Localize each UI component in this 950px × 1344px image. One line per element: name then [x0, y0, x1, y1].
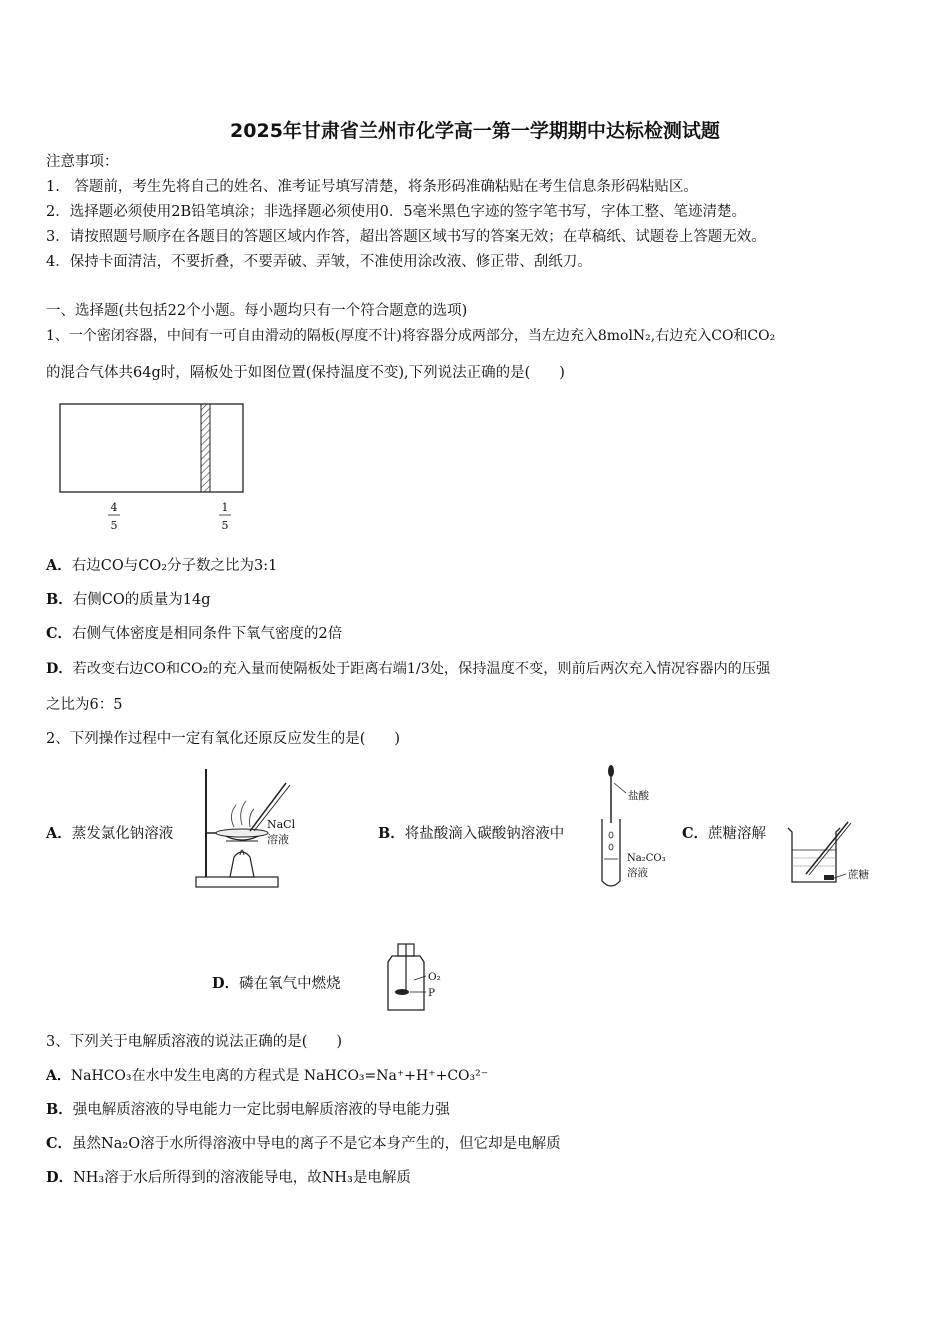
q2-option-d: D．磷在氧气中燃烧 [212, 975, 341, 992]
notice-heading: 注意事项： [46, 154, 119, 170]
fraction-right-num: 1 [221, 501, 229, 514]
q2-option-b: B．将盐酸滴入碳酸钠溶液中 [378, 825, 565, 842]
beaker-figure [782, 818, 892, 898]
container-box [60, 404, 243, 492]
q2-option-c: C．蔗糖溶解 [682, 825, 767, 842]
section-heading: 一、选择题(共包括22个小题。每小题均只有一个符合题意的选项) [46, 303, 468, 319]
fig-a-label-nacl: NaCl [267, 818, 296, 831]
q3-option-d: D．NH₃溶于水后所得到的溶液能导电，故NH₃是电解质 [46, 1169, 411, 1186]
page-title: 2025年甘肃省兰州市化学高一第一学期期中达标检测试题 [230, 120, 720, 142]
q3-stem: 3、下列关于电解质溶液的说法正确的是( ) [46, 1034, 343, 1050]
notice-item: 1. 答题前，考生先将自己的姓名、准考证号填写清楚，将条形码准确粘贴在考生信息条形码粘贴区。 [46, 179, 698, 195]
test-tube-figure [596, 763, 676, 893]
q1-option-d: D．若改变右边CO和CO₂的充入量而使隔板处于距离右端1/3处，保持温度不变，则前后两次充入情况容器内的压强 [46, 661, 771, 677]
q2-stem: 2、下列操作过程中一定有氧化还原反应发生的是( ) [46, 731, 401, 747]
q3-option-c: C．虽然Na₂O溶于水所得溶液中导电的离子不是它本身产生的，但它却是电解质 [46, 1135, 561, 1152]
q1-option-b: B．右侧CO的质量为14g [46, 591, 211, 608]
notice-item: 3．请按照题号顺序在各题目的答题区域内作答，超出答题区域书写的答案无效；在草稿纸、试题卷上答题无效。 [46, 229, 766, 245]
fraction-right-den: 5 [221, 519, 229, 532]
notice-item: 2．选择题必须使用2B铅笔填涂；非选择题必须使用0．5毫米黑色字迹的签字笔书写，字体工整、笔迹清楚。 [46, 204, 747, 220]
fig-a-label-solution: 溶液 [267, 833, 289, 846]
partition [201, 404, 210, 492]
fig-b-label-na2co3: Na₂CO₃ [627, 853, 666, 864]
q1-stem-line1: 1、一个密闭容器，中间有一可自由滑动的隔板(厚度不计)将容器分成两部分，当左边充入8molN₂,右边充入CO和CO₂ [46, 328, 776, 344]
fraction-left-num: 4 [110, 501, 118, 514]
fig-d-label-p: P [428, 987, 436, 999]
notice-item: 4．保持卡面清洁，不要折叠，不要弄破、弄皱，不准使用涂改液、修正带、刮纸刀。 [46, 254, 592, 270]
fig-d-label-o2: O₂ [428, 971, 441, 983]
q1-option-a: A．右边CO与CO₂分子数之比为3:1 [46, 557, 278, 574]
evaporation-apparatus-figure [190, 765, 310, 895]
q3-option-a: A．NaHCO₃在水中发生电离的方程式是 NaHCO₃=Na⁺+H⁺+CO₃²⁻ [46, 1068, 489, 1084]
q3-option-b: B．强电解质溶液的导电能力一定比弱电解质溶液的导电能力强 [46, 1101, 450, 1118]
q2-option-a: A．蒸发氯化钠溶液 [46, 825, 174, 842]
q1-option-d-continued: 之比为6：5 [46, 697, 123, 713]
fig-c-label-sucrose: 蔗糖 [848, 869, 869, 881]
fig-b-label-hcl: 盐酸 [628, 790, 649, 802]
q1-option-c: C．右侧气体密度是相同条件下氧气密度的2倍 [46, 625, 343, 642]
fig-b-label-solution: 溶液 [627, 867, 648, 879]
fraction-left-den: 5 [110, 519, 118, 532]
q1-container-figure [50, 398, 280, 538]
q1-stem-line2: 的混合气体共64g时，隔板处于如图位置(保持温度不变),下列说法正确的是( ) [46, 365, 565, 381]
combustion-flask-figure [380, 940, 460, 1020]
